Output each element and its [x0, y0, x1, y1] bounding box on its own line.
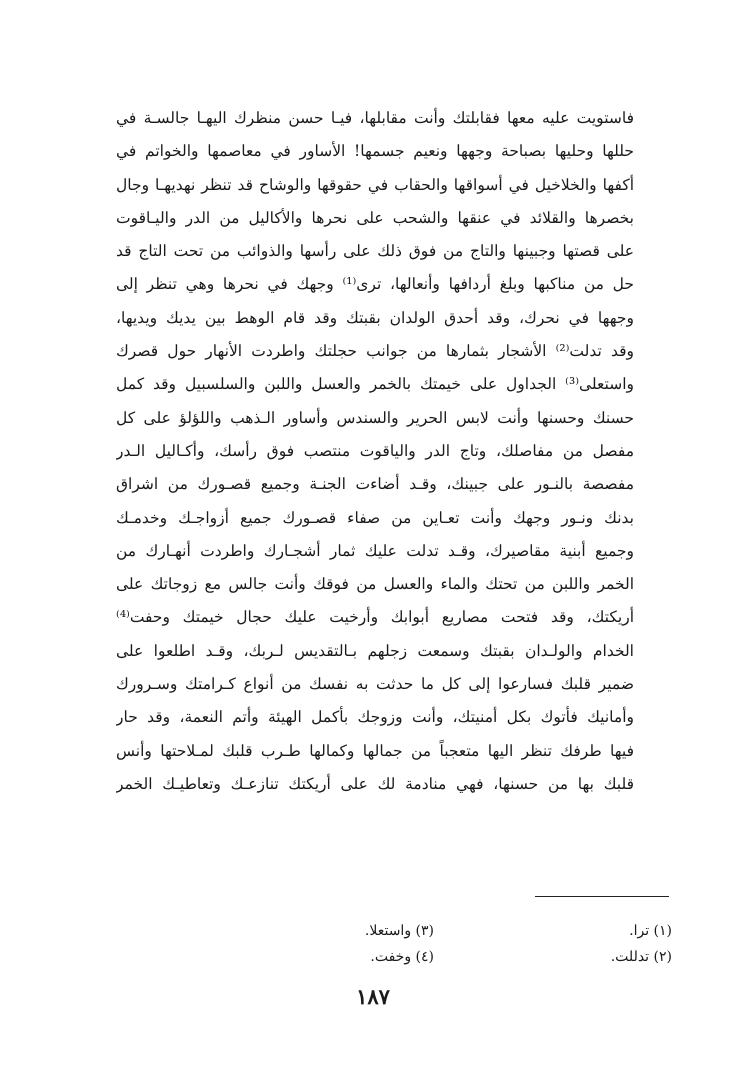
footnote-divider — [535, 896, 669, 897]
main-text-block — [116, 102, 634, 801]
footnote-2: (٢) تدللت. — [610, 949, 672, 965]
text-line: أريكتك، وقد فتحت مصاريع أبوابك وأرخيت عليك حجال خيمتك وحفت⁽⁴⁾ — [116, 608, 634, 627]
text-line: وأمانيك فأتوك بكل أمنيتك، وأنت وزوجك بأكمل الهيئة وأتم النعمة، وقد حار — [116, 708, 634, 727]
text-line: ضمير قلبك فسارعوا إلى كل ما حدثت به نفسك من أنواع كـرامتك وسـرورك — [116, 675, 634, 694]
text-line: الخدام والولـدان بقبتك وسمعت زجلهم بـالتقديس لـربك، وقـد اطلعوا على — [116, 641, 634, 660]
footnote-4: (٤) وخفت. — [370, 949, 434, 965]
page-number: ١٨٧ — [356, 984, 390, 1009]
text-line: حللها وحليها بصباحة وجهها ونعيم جسمها! الأساور في معاصمها والخواتم في — [116, 142, 634, 161]
text-line: وجميع أبنية مقاصيرك، وقـد تدلت عليك ثمار أشجـارك واطردت أنهـارك من — [116, 541, 634, 560]
text-line: الخمر واللبن من تحتك والماء والعسل من فوقك وأنت جالس مع زوجاتك على — [116, 575, 634, 594]
text-line: حسنك وحسنها وأنت لابس الحرير والسندس وأساور الـذهب واللؤلؤ على كل — [116, 408, 634, 427]
text-line: بدنك ونـور وجهك وأنت تعـاين من صفاء قصـورك جميع أزواجـك وخدمـك — [116, 508, 634, 527]
text-line: فيها طرفك تنظر اليها متعجباً من جمالها وكمالها طـرب قلبك لمـلاحتها وأنس — [116, 741, 634, 760]
text-line: مفصصة بالنـور على جبينك، وقـد أضاءت الجنـة وجميع قصـورك من اشراق — [116, 475, 634, 494]
footnote-3: (٣) واستعلا. — [364, 923, 434, 939]
text-line: واستعلى⁽³⁾ الجداول على خيمتك بالخمر والعسل واللبن والسلسبيل وقد كمل — [116, 375, 634, 394]
footnote-1: (١) ترا. — [629, 923, 672, 939]
text-line: فاستويت عليه معها فقابلتك وأنت مقابلها، فيـا حسن منظرك اليهـا جالسـة في — [116, 109, 634, 127]
text-line: قلبك بها من حسنها، فهي منادمة لك على أريكتك تنازعـك وتعاطيـك الخمر — [116, 774, 634, 793]
footnote-column-right — [472, 918, 672, 970]
text-line: وقد تدلت⁽²⁾ الأشجار بثمارها من جوانب حجلتك واطردت الأنهار حول قصرك — [116, 342, 634, 361]
text-line: بخصرها والقلائد في عنقها والشحب على نحرها والأكاليل من الدر واليـاقوت — [116, 208, 634, 227]
text-line: وجهها في نحرك، وقد أحدق الولدان بقبتك وقد قام الوهط بين يديك ويديها، — [116, 308, 634, 327]
text-line: أكفها والخلاخيل في أسواقها والحقاب في حقوقها والوشاح قد تنظر نهديهـا وجال — [116, 175, 634, 194]
footnote-column-left — [234, 918, 434, 970]
text-line: على قصتها وجبينها والتاج من فوق ذلك على رأسها والذوائب من تحت التاج قد — [116, 242, 634, 261]
text-line: حل من مناكبها وبلغ أردافها وأنعالها، ترى⁽¹⁾ وجهك في نحرها وهي تنظر إلى — [116, 275, 634, 294]
text-line: مفصل من مفاصلك، وتاج الدر والياقوت منتصب فوق رأسك، وأكـاليل الـدر — [116, 441, 634, 460]
